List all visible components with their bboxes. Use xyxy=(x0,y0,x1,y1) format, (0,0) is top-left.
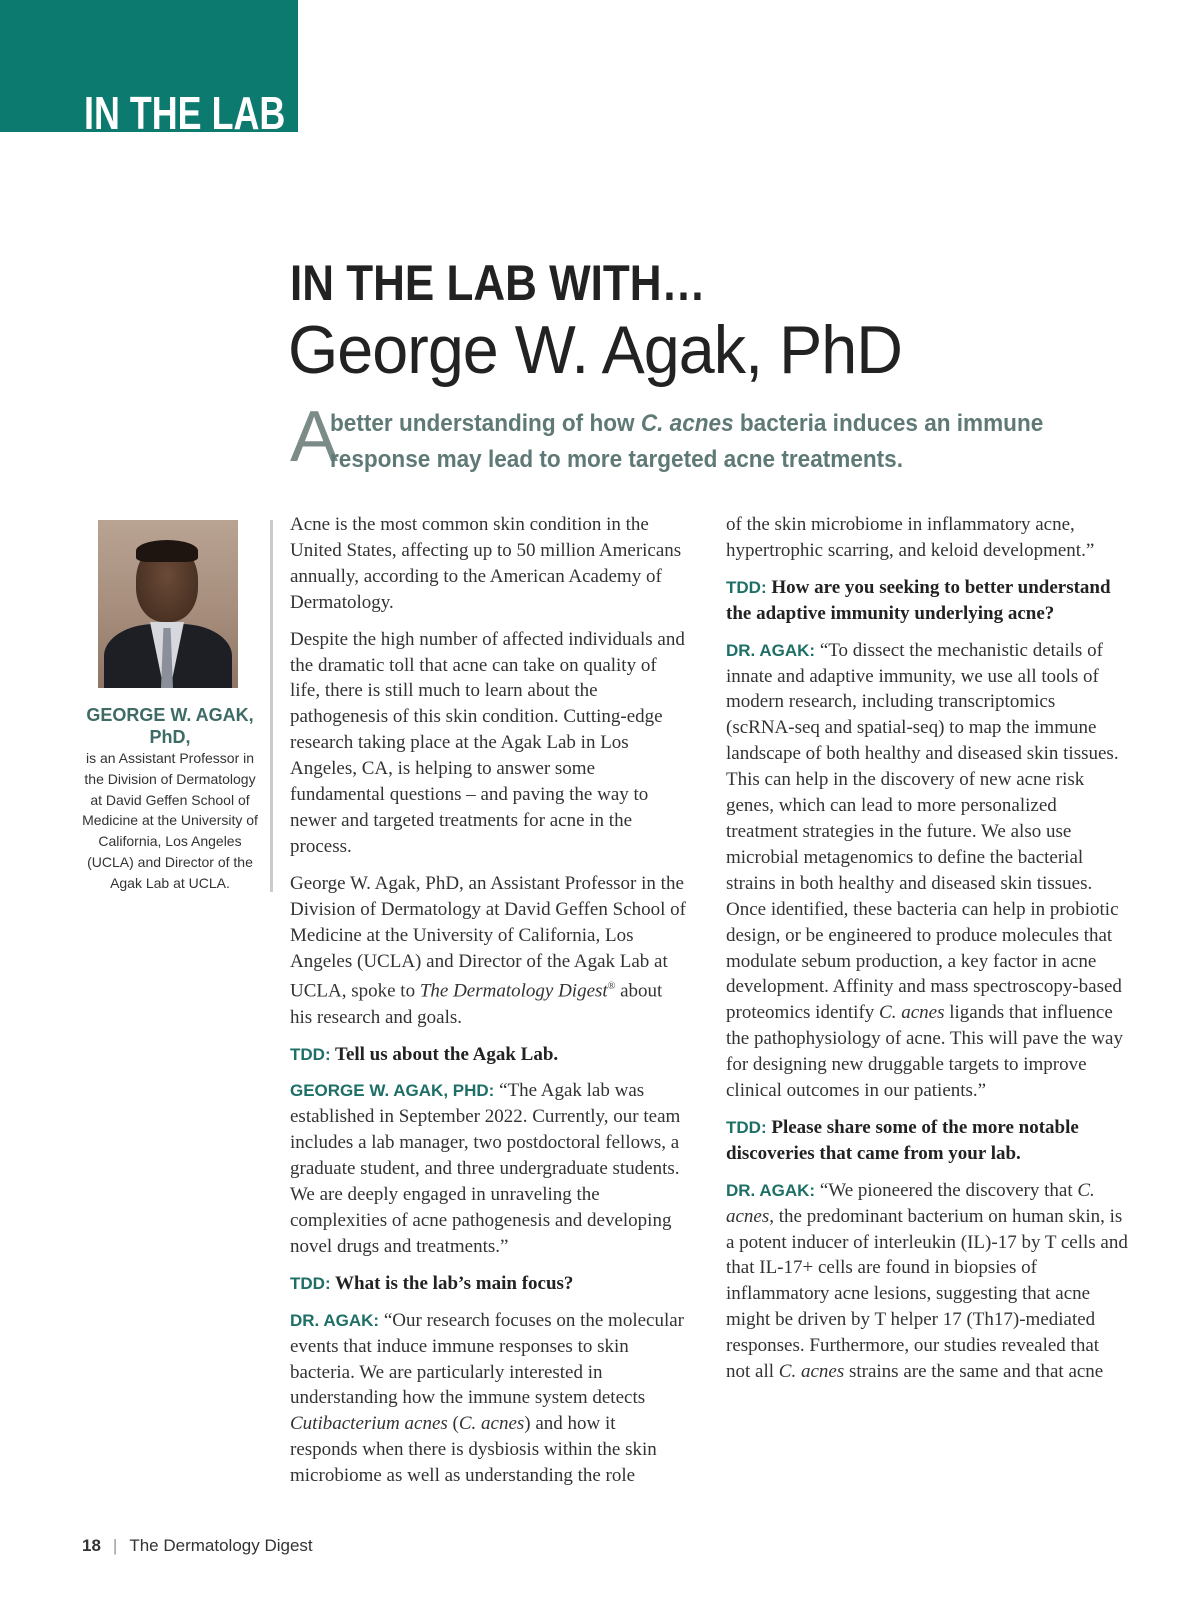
registered-mark: ® xyxy=(607,981,616,993)
question xyxy=(726,575,1128,627)
section-label: IN THE LAB xyxy=(84,87,286,132)
answer-text: “To dissect the mechanistic details of innate and adaptive immunity, we use all tools of modern research, including transcriptomics (scRNA-seq and spatial-seq) to map the immune landscape of both healthy and diseased skin tissues. This can help in the discovery of new acne risk genes, which can lead to more personalized treatment strategies in the future. We also use microbial metagenomics to define the bacterial strains in both healthy and diseased skin tissues. Once identified, these bacteria can help in probiotic design, or be engineered to produce molecules that modulate sebum production, a key factor in acne development. Affinity and mass spectroscopy-based proteomics identify xyxy=(726,639,1122,1024)
paragraph xyxy=(290,871,686,1031)
publication-name: The Dermatology Digest xyxy=(419,980,608,1002)
sidebar-divider xyxy=(270,520,273,892)
question-text: What is the lab’s main focus? xyxy=(330,1272,574,1294)
answer xyxy=(726,1178,1128,1385)
question xyxy=(726,1115,1128,1167)
answer-text: ligands that influence the pathophysiology of acne. This will pave the way for designing new druggable targets to improve clinical outcomes in our patients.” xyxy=(726,1002,1123,1102)
species-name: Cutibacterium acnes xyxy=(290,1413,448,1435)
author-caption xyxy=(80,704,260,894)
section-banner xyxy=(0,0,298,132)
answer-label: DR. AGAK: xyxy=(726,640,816,660)
question-label: TDD: xyxy=(290,1273,331,1293)
answer-label: GEORGE W. AGAK, PHD: xyxy=(290,1081,495,1101)
answer-text: “We pioneered the discovery that xyxy=(815,1179,1078,1201)
answer xyxy=(726,638,1128,1104)
article-title: George W. Agak, PhD xyxy=(288,312,902,388)
body-column-1 xyxy=(290,512,686,1500)
answer-text: “Our research focuses on the molecular events that induce immune responses to skin bacteria. We are particularly interested in understanding how the immune system detects xyxy=(290,1309,685,1409)
deck-emphasis: C. acnes xyxy=(640,410,734,437)
answer xyxy=(290,1078,686,1259)
caption-name: GEORGE W. AGAK, PhD, xyxy=(86,705,254,747)
question-label: TDD: xyxy=(726,577,767,597)
answer-label: DR. AGAK: xyxy=(726,1180,816,1200)
footer-publication: The Dermatology Digest xyxy=(129,1536,313,1555)
answer-text: “The Agak lab was established in September 2022. Currently, our team includes a lab manager, two postdoctoral fellows, a graduate student, and three undergraduate students. We are deeply engaged in unraveling the complexities of acne pathogenesis and developing novel drugs and treatments.” xyxy=(290,1080,681,1257)
paragraph: Acne is the most common skin condition in the United States, affecting up to 50 million Americans annually, according to the American Academy of Dermatology. xyxy=(290,514,682,613)
species-name: C. acnes xyxy=(778,1361,845,1383)
paragraph: of the skin microbiome in inflammatory acne, hypertrophic scarring, and keloid development.” xyxy=(726,514,1095,561)
article-deck xyxy=(290,397,1110,478)
question-text: How are you seeking to better understand the adaptive immunity underlying acne? xyxy=(726,576,1111,624)
answer-text: strains are the same and that acne xyxy=(844,1361,1104,1383)
answer-text: ) and how it responds when there is dysbiosis within the skin microbiome as well as understanding the role xyxy=(290,1413,657,1487)
answer-text: , the predominant bacterium on human skin, is a potent inducer of interleukin (IL)-17 by T cells and that IL-17+ cells are found in biopsies of inflammatory acne lesions, suggesting that acne might be driven by T helper 17 (Th17)-mediated responses. Furthermore, our studies revealed that not all xyxy=(726,1205,1128,1383)
species-name: C. acnes xyxy=(879,1002,945,1024)
page-footer xyxy=(82,1536,313,1556)
question-text: Please share some of the more notable discoveries that came from your lab. xyxy=(726,1116,1079,1164)
question-label: TDD: xyxy=(290,1044,331,1064)
answer-text: ( xyxy=(447,1413,459,1435)
deck-text-part: bacteria induces an immune response may lead to more targeted acne treatments. xyxy=(330,410,1044,473)
deck-text-part: better understanding of how xyxy=(330,410,641,437)
deck-text xyxy=(330,402,1138,478)
answer-label: DR. AGAK: xyxy=(290,1310,380,1330)
deck-dropcap: A xyxy=(290,397,339,477)
author-photo xyxy=(98,520,238,688)
species-name: C. acnes xyxy=(726,1179,1095,1227)
text-run: about his research and goals. xyxy=(290,980,663,1028)
question xyxy=(290,1271,686,1297)
species-name: C. acnes xyxy=(458,1413,525,1435)
footer-separator: | xyxy=(112,1536,118,1555)
paragraph: Despite the high number of affected individuals and the dramatic toll that acne can take on quality of life, there is still much to learn about the pathogenesis of this skin condition. Cutting-edge research taking place at the Agak Lab in Los Angeles, CA, is helping to answer some fundamental questions – and paving the way to newer and targeted treatments for acne in the process. xyxy=(290,628,685,857)
page-number: 18 xyxy=(82,1536,101,1555)
article-kicker: IN THE LAB WITH… xyxy=(290,255,706,311)
question-label: TDD: xyxy=(726,1117,767,1137)
text-run: George W. Agak, PhD, an Assistant Professor in the Division of Dermatology at David Geffen School of Medicine at the University of California, Los Angeles (UCLA) and Director of the Agak Lab at UCLA, spoke to xyxy=(290,872,686,1002)
body-column-2 xyxy=(726,512,1128,1396)
photo-hair xyxy=(136,540,198,562)
question-text: Tell us about the Agak Lab. xyxy=(330,1043,559,1065)
question xyxy=(290,1042,686,1068)
caption-bio: is an Assistant Professor in the Division of Dermatology at David Geffen School of Medicine at the University of California, Los Angeles (UCLA) and Director of the Agak Lab at UCLA. xyxy=(82,750,258,891)
answer xyxy=(290,1308,686,1489)
